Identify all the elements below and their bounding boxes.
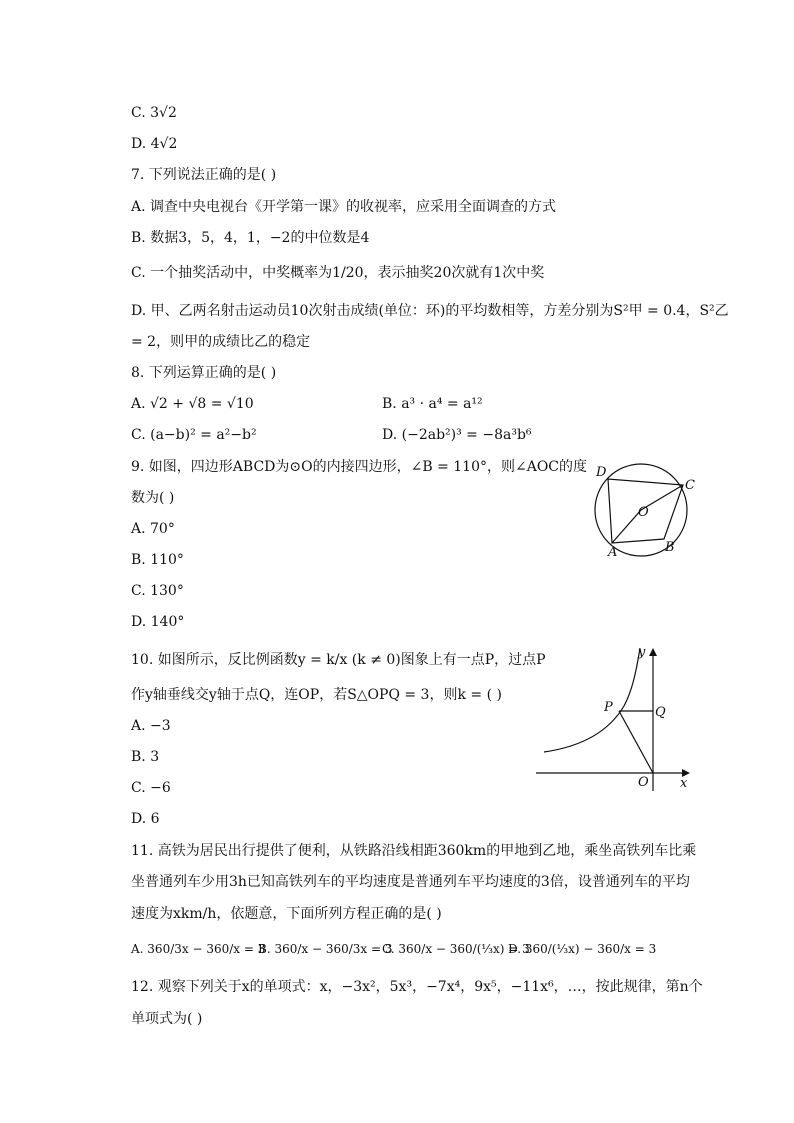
q9-circle-figure <box>585 455 705 565</box>
q10-option-a: A. −3 <box>131 718 171 734</box>
label-o: O <box>638 775 649 790</box>
label-q: Q <box>655 705 666 720</box>
q7-option-d-line1: D. 甲、乙两名射击运动员10次射击成绩(单位：环)的平均数相等，方差分别为S²甲 = 0.4，S²乙 <box>131 303 729 319</box>
q10-stem-line1: 10. 如图所示，反比例函数y = k/x (k ≠ 0)图象上有一点P，过点P <box>131 652 546 668</box>
q10-option-d: D. 6 <box>131 811 160 827</box>
q8-stem: 8. 下列运算正确的是( ) <box>131 365 277 381</box>
q8-option-b: B. a³ · a⁴ = a¹² <box>382 396 483 412</box>
label-o: O <box>638 505 649 520</box>
option-d-prev: D. 4√2 <box>131 136 178 152</box>
label-d: D <box>596 465 607 480</box>
label-p: P <box>604 700 613 715</box>
q7-option-b: B. 数据3，5，4，1，−2的中位数是4 <box>131 230 370 246</box>
q7-option-a: A. 调查中央电视台《开学第一课》的收视率，应采用全面调查的方式 <box>131 199 557 215</box>
q9-option-d: D. 140° <box>131 614 185 630</box>
q9-option-a: A. 70° <box>131 521 175 537</box>
y-axis-arrow <box>649 648 657 656</box>
q10-stem-line2: 作y轴垂线交y轴于点Q，连OP，若S△OPQ = 3，则k = ( ) <box>131 687 502 703</box>
q9-option-c: C. 130° <box>131 583 184 599</box>
q9-option-b: B. 110° <box>131 552 184 568</box>
q10-option-c: C. −6 <box>131 780 171 796</box>
label-b: B <box>665 540 675 555</box>
q12-stem-line2: 单项式为( ) <box>131 1011 203 1027</box>
hyperbola-curve <box>544 648 640 752</box>
q10-option-b: B. 3 <box>131 749 160 765</box>
q7-option-d-line2: = 2，则甲的成绩比乙的稳定 <box>131 334 311 350</box>
q7-option-c: C. 一个抽奖活动中，中奖概率为1/20，表示抽奖20次就有1次中奖 <box>131 265 545 281</box>
label-c: C <box>685 478 695 493</box>
q12-stem-line1: 12. 观察下列关于x的单项式：x，−3x²，5x³，−7x⁴，9x⁵，−11x⁶，…，按此规律，第n个 <box>131 979 703 995</box>
q8-option-d: D. (−2ab²)³ = −8a³b⁶ <box>382 427 532 443</box>
q7-stem: 7. 下列说法正确的是( ) <box>131 167 277 183</box>
q11-stem-line2: 坐普通列车少用3h已知高铁列车的平均速度是普通列车平均速度的3倍，设普通列车的平均 <box>131 874 690 890</box>
q9-stem-line1: 9. 如图，四边形ABCD为⊙O的内接四边形，∠B = 110°，则∠AOC的度 <box>131 459 588 475</box>
segment-op <box>619 711 653 773</box>
q11-option-b: B. 360/x − 360/3x = 3 <box>258 942 393 956</box>
q10-graph-figure <box>534 643 696 793</box>
q9-stem-line2: 数为( ) <box>131 490 175 506</box>
label-a: A <box>608 545 618 560</box>
q11-option-d: D. 360/(⅓x) − 360/x = 3 <box>508 942 657 956</box>
q11-stem-line1: 11. 高铁为居民出行提供了便利，从铁路沿线相距360km的甲地到乙地，乘坐高铁列车比乘 <box>131 843 697 859</box>
option-c-prev: C. 3√2 <box>131 105 177 121</box>
label-x: x <box>680 776 688 791</box>
q11-option-c: C. 360/x − 360/(⅓x) = 3 <box>382 942 530 956</box>
label-y: y <box>638 645 646 660</box>
q11-stem-line3: 速度为xkm/h，依题意，下面所列方程正确的是( ) <box>131 906 442 922</box>
q8-option-a: A. √2 + √8 = √10 <box>131 396 254 412</box>
segment-oa <box>612 510 641 543</box>
q11-option-a: A. 360/3x − 360/x = 3 <box>131 942 266 956</box>
q8-option-c: C. (a−b)² = a²−b² <box>131 427 257 443</box>
